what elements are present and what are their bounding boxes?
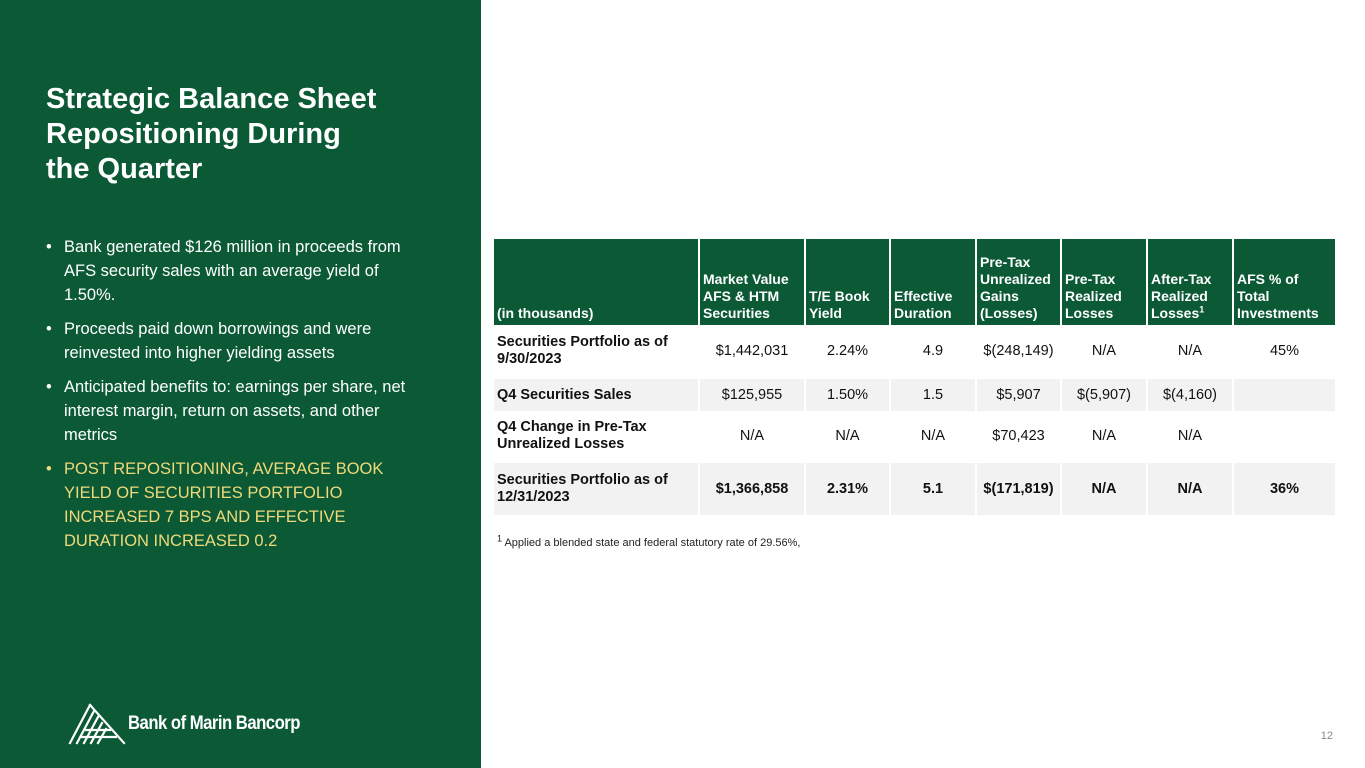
header-cell	[891, 239, 977, 325]
bullet-list	[46, 235, 411, 563]
bullet-text: POST REPOSITIONING, AVERAGE BOOK YIELD OF SECURITIES PORTFOLIO INCREASED 7 BPS AND EFFECTIVE DURATION INCREASED 0.2	[64, 460, 384, 550]
footnote-marker: 1	[1199, 304, 1205, 315]
header-text: Realized	[1065, 288, 1122, 304]
row-label: Securities Portfolio as of 12/31/2023	[494, 461, 700, 515]
header-text: Yield	[809, 305, 842, 321]
table-cell: 2.24%	[806, 325, 891, 377]
table-cell: $(248,149)	[977, 325, 1062, 377]
bullet-text: Anticipated benefits to: earnings per share, net interest margin, return on assets, and other metrics	[64, 378, 406, 444]
table-cell: 5.1	[891, 461, 977, 515]
table-cell: N/A	[1148, 461, 1234, 515]
table-cell: N/A	[1062, 325, 1148, 377]
header-text: AFS & HTM	[703, 288, 780, 304]
header-cell	[806, 239, 891, 325]
header-cell	[1062, 239, 1148, 325]
header-text: Securities	[703, 305, 770, 321]
header-cell	[1234, 239, 1335, 325]
page-number: 12	[1320, 730, 1333, 742]
header-text: Gains	[980, 288, 1019, 304]
bullet-item	[46, 317, 411, 365]
header-cell	[1148, 239, 1234, 325]
bullet-marker: •	[46, 238, 52, 256]
footnote-text: Applied a blended state and federal statutory rate of 29.56%,	[502, 537, 801, 549]
table-cell: 1.5	[891, 377, 977, 411]
header-cell	[977, 239, 1062, 325]
header-text: Total	[1237, 288, 1270, 304]
table-row	[494, 411, 1335, 461]
table-cell: 2.31%	[806, 461, 891, 515]
header-text: Pre-Tax	[980, 254, 1031, 270]
bullet-item-highlight	[46, 457, 411, 553]
header-text: Pre-Tax	[1065, 271, 1116, 287]
table-cell: N/A	[891, 411, 977, 461]
securities-table	[494, 239, 1335, 515]
table-cell: $70,423	[977, 411, 1062, 461]
table-cell: $1,442,031	[700, 325, 806, 377]
table-cell: $125,955	[700, 377, 806, 411]
table-cell: N/A	[700, 411, 806, 461]
bullet-item	[46, 235, 411, 307]
row-label: Q4 Change in Pre-Tax Unrealized Losses	[494, 411, 700, 461]
slide-title	[46, 82, 426, 187]
table-cell: 4.9	[891, 325, 977, 377]
footnote-marker: 1	[497, 533, 503, 544]
table-cell: $(4,160)	[1148, 377, 1234, 411]
bullet-text: Proceeds paid down borrowings and were reinvested into higher yielding assets	[64, 320, 372, 362]
left-panel	[0, 0, 481, 768]
header-text: Duration	[894, 305, 952, 321]
bullet-item	[46, 375, 411, 447]
table-cell: N/A	[1062, 411, 1148, 461]
row-label: Securities Portfolio as of 9/30/2023	[494, 325, 700, 377]
title-line: Repositioning During	[46, 118, 341, 150]
header-text: Unrealized	[980, 271, 1051, 287]
row-label: Q4 Securities Sales	[494, 377, 700, 411]
bullet-marker: •	[46, 378, 52, 396]
table-cell: N/A	[1148, 411, 1234, 461]
table-cell: $(171,819)	[977, 461, 1062, 515]
table-cell: $(5,907)	[1062, 377, 1148, 411]
header-text: T/E Book	[809, 288, 870, 304]
header-text: AFS % of	[1237, 271, 1299, 287]
header-text: Losses	[1065, 305, 1114, 321]
title-line: Strategic Balance Sheet	[46, 83, 377, 115]
header-text: (in thousands)	[497, 305, 594, 321]
logo-wordmark: Bank of Marin Bancorp	[128, 713, 300, 734]
table-row-total	[494, 461, 1335, 515]
table-cell	[1234, 377, 1335, 411]
table-row	[494, 325, 1335, 377]
table-cell	[1234, 411, 1335, 461]
header-cell	[494, 239, 700, 325]
header-cell	[700, 239, 806, 325]
table-cell: N/A	[1062, 461, 1148, 515]
footnote	[497, 533, 801, 549]
header-text: After-Tax	[1151, 271, 1212, 287]
table-cell: 1.50%	[806, 377, 891, 411]
header-text: Effective	[894, 288, 953, 304]
header-text: Market Value	[703, 271, 789, 287]
header-text: Losses	[1151, 305, 1200, 321]
header-text: Investments	[1237, 305, 1319, 321]
bank-logo	[68, 703, 328, 745]
table-cell: N/A	[806, 411, 891, 461]
table-cell: 45%	[1234, 325, 1335, 377]
table-cell: 36%	[1234, 461, 1335, 515]
table-cell: $5,907	[977, 377, 1062, 411]
bullet-marker: •	[46, 320, 52, 338]
table-header-row	[494, 239, 1335, 325]
title-line: the Quarter	[46, 153, 203, 185]
bullet-marker: •	[46, 460, 52, 478]
table-row	[494, 377, 1335, 411]
bullet-text: Bank generated $126 million in proceeds from AFS security sales with an average yield of 1.50%.	[64, 238, 401, 304]
marin-peak-logo-icon	[68, 703, 126, 745]
header-text: (Losses)	[980, 305, 1038, 321]
header-text: Realized	[1151, 288, 1208, 304]
table-cell: $1,366,858	[700, 461, 806, 515]
table-cell: N/A	[1148, 325, 1234, 377]
